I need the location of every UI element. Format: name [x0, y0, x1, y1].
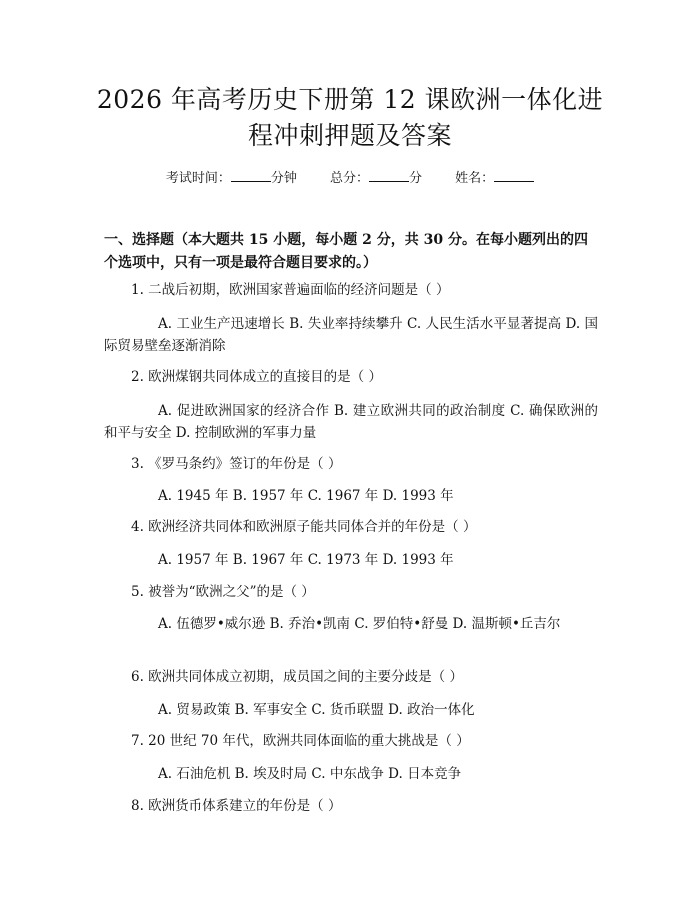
question-stem: 6. 欧洲共同体成立初期，成员国之间的主要分歧是（ ） — [131, 669, 463, 685]
document-title-line-1: 2026 年高考历史下册第 12 课欧洲一体化进 — [96, 85, 604, 114]
question-options: A. 石油危机 B. 埃及时局 C. 中东战争 D. 日本竞争 — [158, 766, 462, 782]
section-heading: 一、选择题（本大题共 15 小题，每小题 2 分，共 30 分。在每小题列出的四个选项中，只有一项是最符合题目要求的。） — [104, 232, 588, 271]
score-unit: 分 — [409, 171, 423, 186]
time-label: 考试时间： — [165, 171, 231, 186]
score-blank — [369, 167, 409, 182]
question-stem: 3. 《罗马条约》签订的年份是（ ） — [131, 456, 342, 472]
time-blank — [231, 167, 271, 182]
question-stem: 2. 欧洲煤钢共同体成立的直接目的是（ ） — [131, 369, 382, 385]
question-options: A. 伍德罗•威尔逊 B. 乔治•凯南 C. 罗伯特•舒曼 D. 温斯顿•丘吉尔 — [158, 616, 561, 632]
score-label: 总分： — [329, 171, 369, 186]
question-options: A. 贸易政策 B. 军事安全 C. 货币联盟 D. 政治一体化 — [158, 702, 475, 718]
question-stem: 8. 欧洲货币体系建立的年份是（ ） — [131, 798, 342, 814]
question-stem: 1. 二战后初期，欧洲国家普遍面临的经济问题是（ ） — [131, 282, 450, 298]
question-stem: 5. 被誉为“欧洲之父”的是（ ） — [131, 584, 315, 600]
exam-meta-line — [0, 167, 700, 189]
question-options: A. 1945 年 B. 1957 年 C. 1967 年 D. 1993 年 — [158, 488, 454, 504]
question-stem: 7. 20 世纪 70 年代，欧洲共同体面临的重大挑战是（ ） — [131, 733, 470, 749]
document-title-line-2: 程冲刺押题及答案 — [247, 121, 452, 150]
question-stem: 4. 欧洲经济共同体和欧洲原子能共同体合并的年份是（ ） — [131, 519, 477, 535]
name-label: 姓名： — [455, 171, 495, 186]
question-options: A. 工业生产迅速增长 B. 失业率持续攀升 C. 人民生活水平显著提高 D. 国际贸易壁垒逐渐消除 — [104, 316, 598, 354]
question-options: A. 促进欧洲国家的经济合作 B. 建立欧洲共同的政治制度 C. 确保欧洲的和平与安全 D. 控制欧洲的军事力量 — [104, 403, 598, 441]
time-unit: 分钟 — [270, 171, 297, 186]
name-blank — [494, 167, 534, 182]
question-options: A. 1957 年 B. 1967 年 C. 1973 年 D. 1993 年 — [158, 552, 454, 568]
